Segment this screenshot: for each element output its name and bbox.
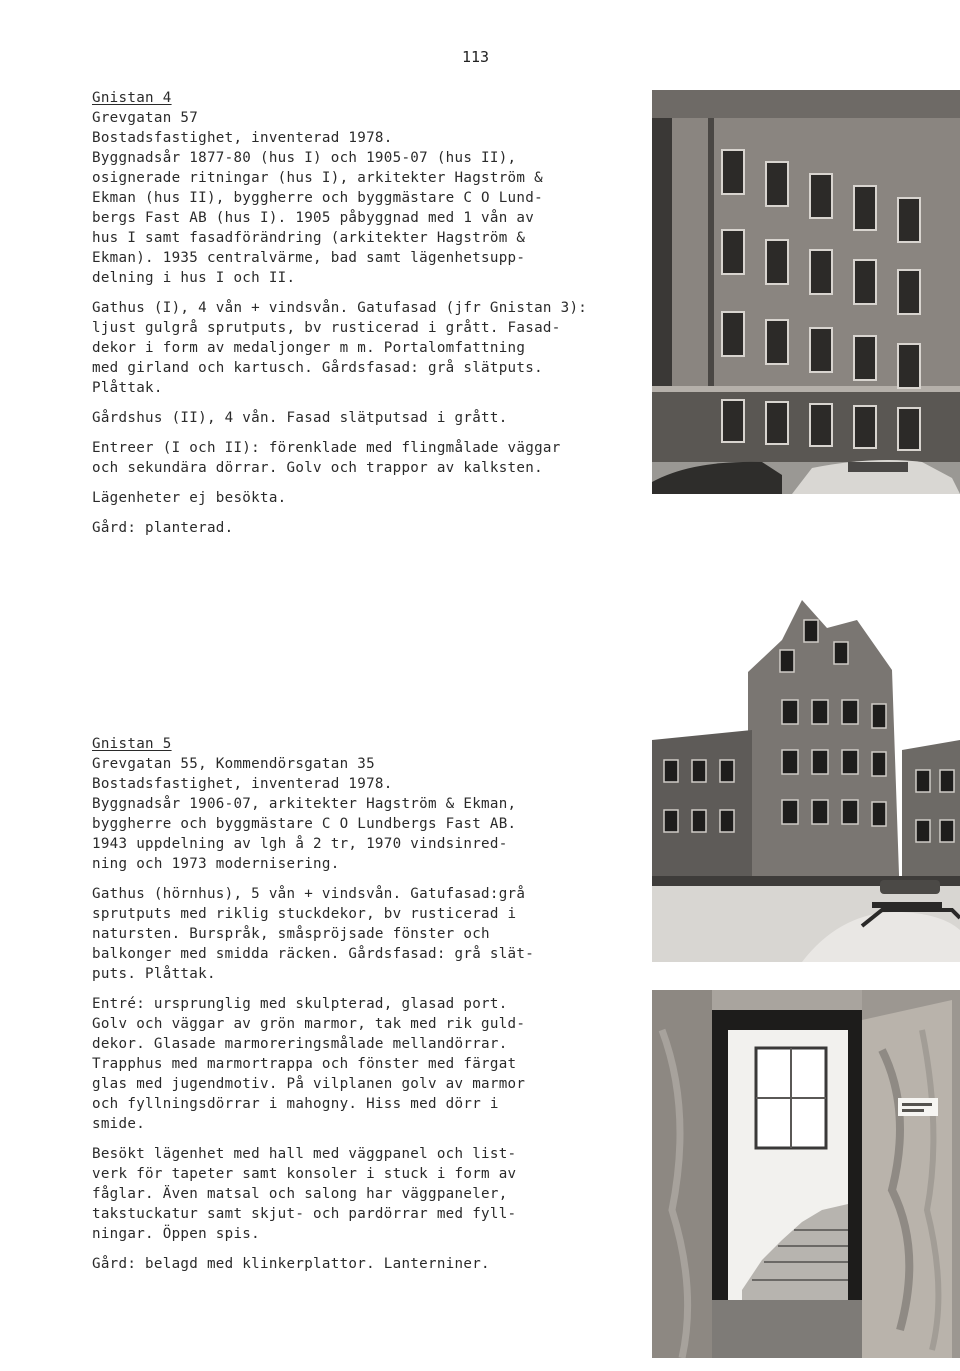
entrance-photo [652, 990, 960, 1358]
facade-photo [652, 90, 960, 494]
text-line: natursten. Burspråk, småspröjsade fönster och [92, 926, 490, 942]
entry-address: Grevgatan 57 [92, 110, 199, 126]
text-line: Golv och väggar av grön marmor, tak med rik guld- [92, 1016, 526, 1032]
text-line: glas med jugendmotiv. På vilplanen golv av marmor [92, 1076, 526, 1092]
text-line: Plåttak. [92, 380, 163, 396]
text-line: Gård: belagd med klinkerplattor. Lanterniner. [92, 1256, 490, 1272]
text-line: Gathus (I), 4 vån + vindsvån. Gatufasad (jfr Gnistan 3): [92, 300, 588, 316]
text-line: Lägenheter ej besökta. [92, 490, 287, 506]
text-line: delning i hus I och II. [92, 270, 296, 286]
text-line: dekor i form av medaljonger m m. Portalomfattning [92, 340, 526, 356]
text-line: Gathus (hörnhus), 5 vån + vindsvån. Gatufasad:grå [92, 886, 526, 902]
corner-building-photo [652, 580, 960, 962]
text-line: balkonger med smidda räcken. Gårdsfasad: grå slät- [92, 946, 535, 962]
text-line: sprutputs med riklig stuckdekor, bv rusticerad i [92, 906, 517, 922]
text-line: takstuckatur samt skjut- och pardörrar med fyll- [92, 1206, 517, 1222]
page-number: 113 [462, 48, 490, 66]
text-line: Bostadsfastighet, inventerad 1978. [92, 130, 393, 146]
entry-body [92, 128, 587, 538]
entry-address: Grevgatan 55, Kommendörsgatan 35 [92, 756, 375, 772]
entry-body [92, 774, 534, 1274]
text-line: med girland och kartusch. Gårdsfasad: grå slätputs. [92, 360, 543, 376]
text-line: ning och 1973 modernisering. [92, 856, 340, 872]
text-line: hus I samt fasadförändring (arkitekter Hagström & [92, 230, 526, 246]
text-line: Besökt lägenhet med hall med väggpanel och list- [92, 1146, 517, 1162]
text-line: Byggnadsår 1906-07, arkitekter Hagström & Ekman, [92, 796, 517, 812]
text-line: Trapphus med marmortrappa och fönster med färgat [92, 1056, 517, 1072]
text-line: bergs Fast AB (hus I). 1905 påbyggnad med 1 vån av [92, 210, 535, 226]
text-line: dekor. Glasade marmoreringsmålade mellandörrar. [92, 1036, 508, 1052]
text-line: puts. Plåttak. [92, 966, 216, 982]
text-line: fåglar. Även matsal och salong har väggpaneler, [92, 1186, 508, 1202]
text-line: Ekman (hus II), byggherre och byggmästare C O Lund- [92, 190, 543, 206]
text-line: och sekundära dörrar. Golv och trappor av kalksten. [92, 460, 543, 476]
text-line: verk för tapeter samt konsoler i stuck i form av [92, 1166, 517, 1182]
text-line: Gård: planterad. [92, 520, 234, 536]
text-line: byggherre och byggmästare C O Lundbergs Fast AB. [92, 816, 517, 832]
text-line: och fyllningsdörrar i mahogny. Hiss med dörr i [92, 1096, 499, 1112]
text-line: Bostadsfastighet, inventerad 1978. [92, 776, 393, 792]
text-line: Entreer (I och II): förenklade med flingmålade väggar [92, 440, 561, 456]
text-line: 1943 uppdelning av lgh å 2 tr, 1970 vindsinred- [92, 836, 508, 852]
text-line: ningar. Öppen spis. [92, 1226, 260, 1242]
text-line: Byggnadsår 1877-80 (hus I) och 1905-07 (hus II), [92, 150, 517, 166]
entry-gnistan-5 [92, 734, 534, 1274]
text-line: Gårdshus (II), 4 vån. Fasad slätputsad i grått. [92, 410, 508, 426]
entry-title: Gnistan 4 [92, 90, 172, 106]
entry-gnistan-4 [92, 88, 587, 538]
text-line: osignerade ritningar (hus I), arkitekter Hagström & [92, 170, 543, 186]
text-line: smide. [92, 1116, 146, 1132]
text-line: Ekman). 1935 centralvärme, bad samt lägenhetsupp- [92, 250, 526, 266]
entry-title: Gnistan 5 [92, 736, 172, 752]
text-line: ljust gulgrå sprutputs, bv rusticerad i grått. Fasad- [92, 320, 561, 336]
text-line: Entré: ursprunglig med skulpterad, glasad port. [92, 996, 508, 1012]
